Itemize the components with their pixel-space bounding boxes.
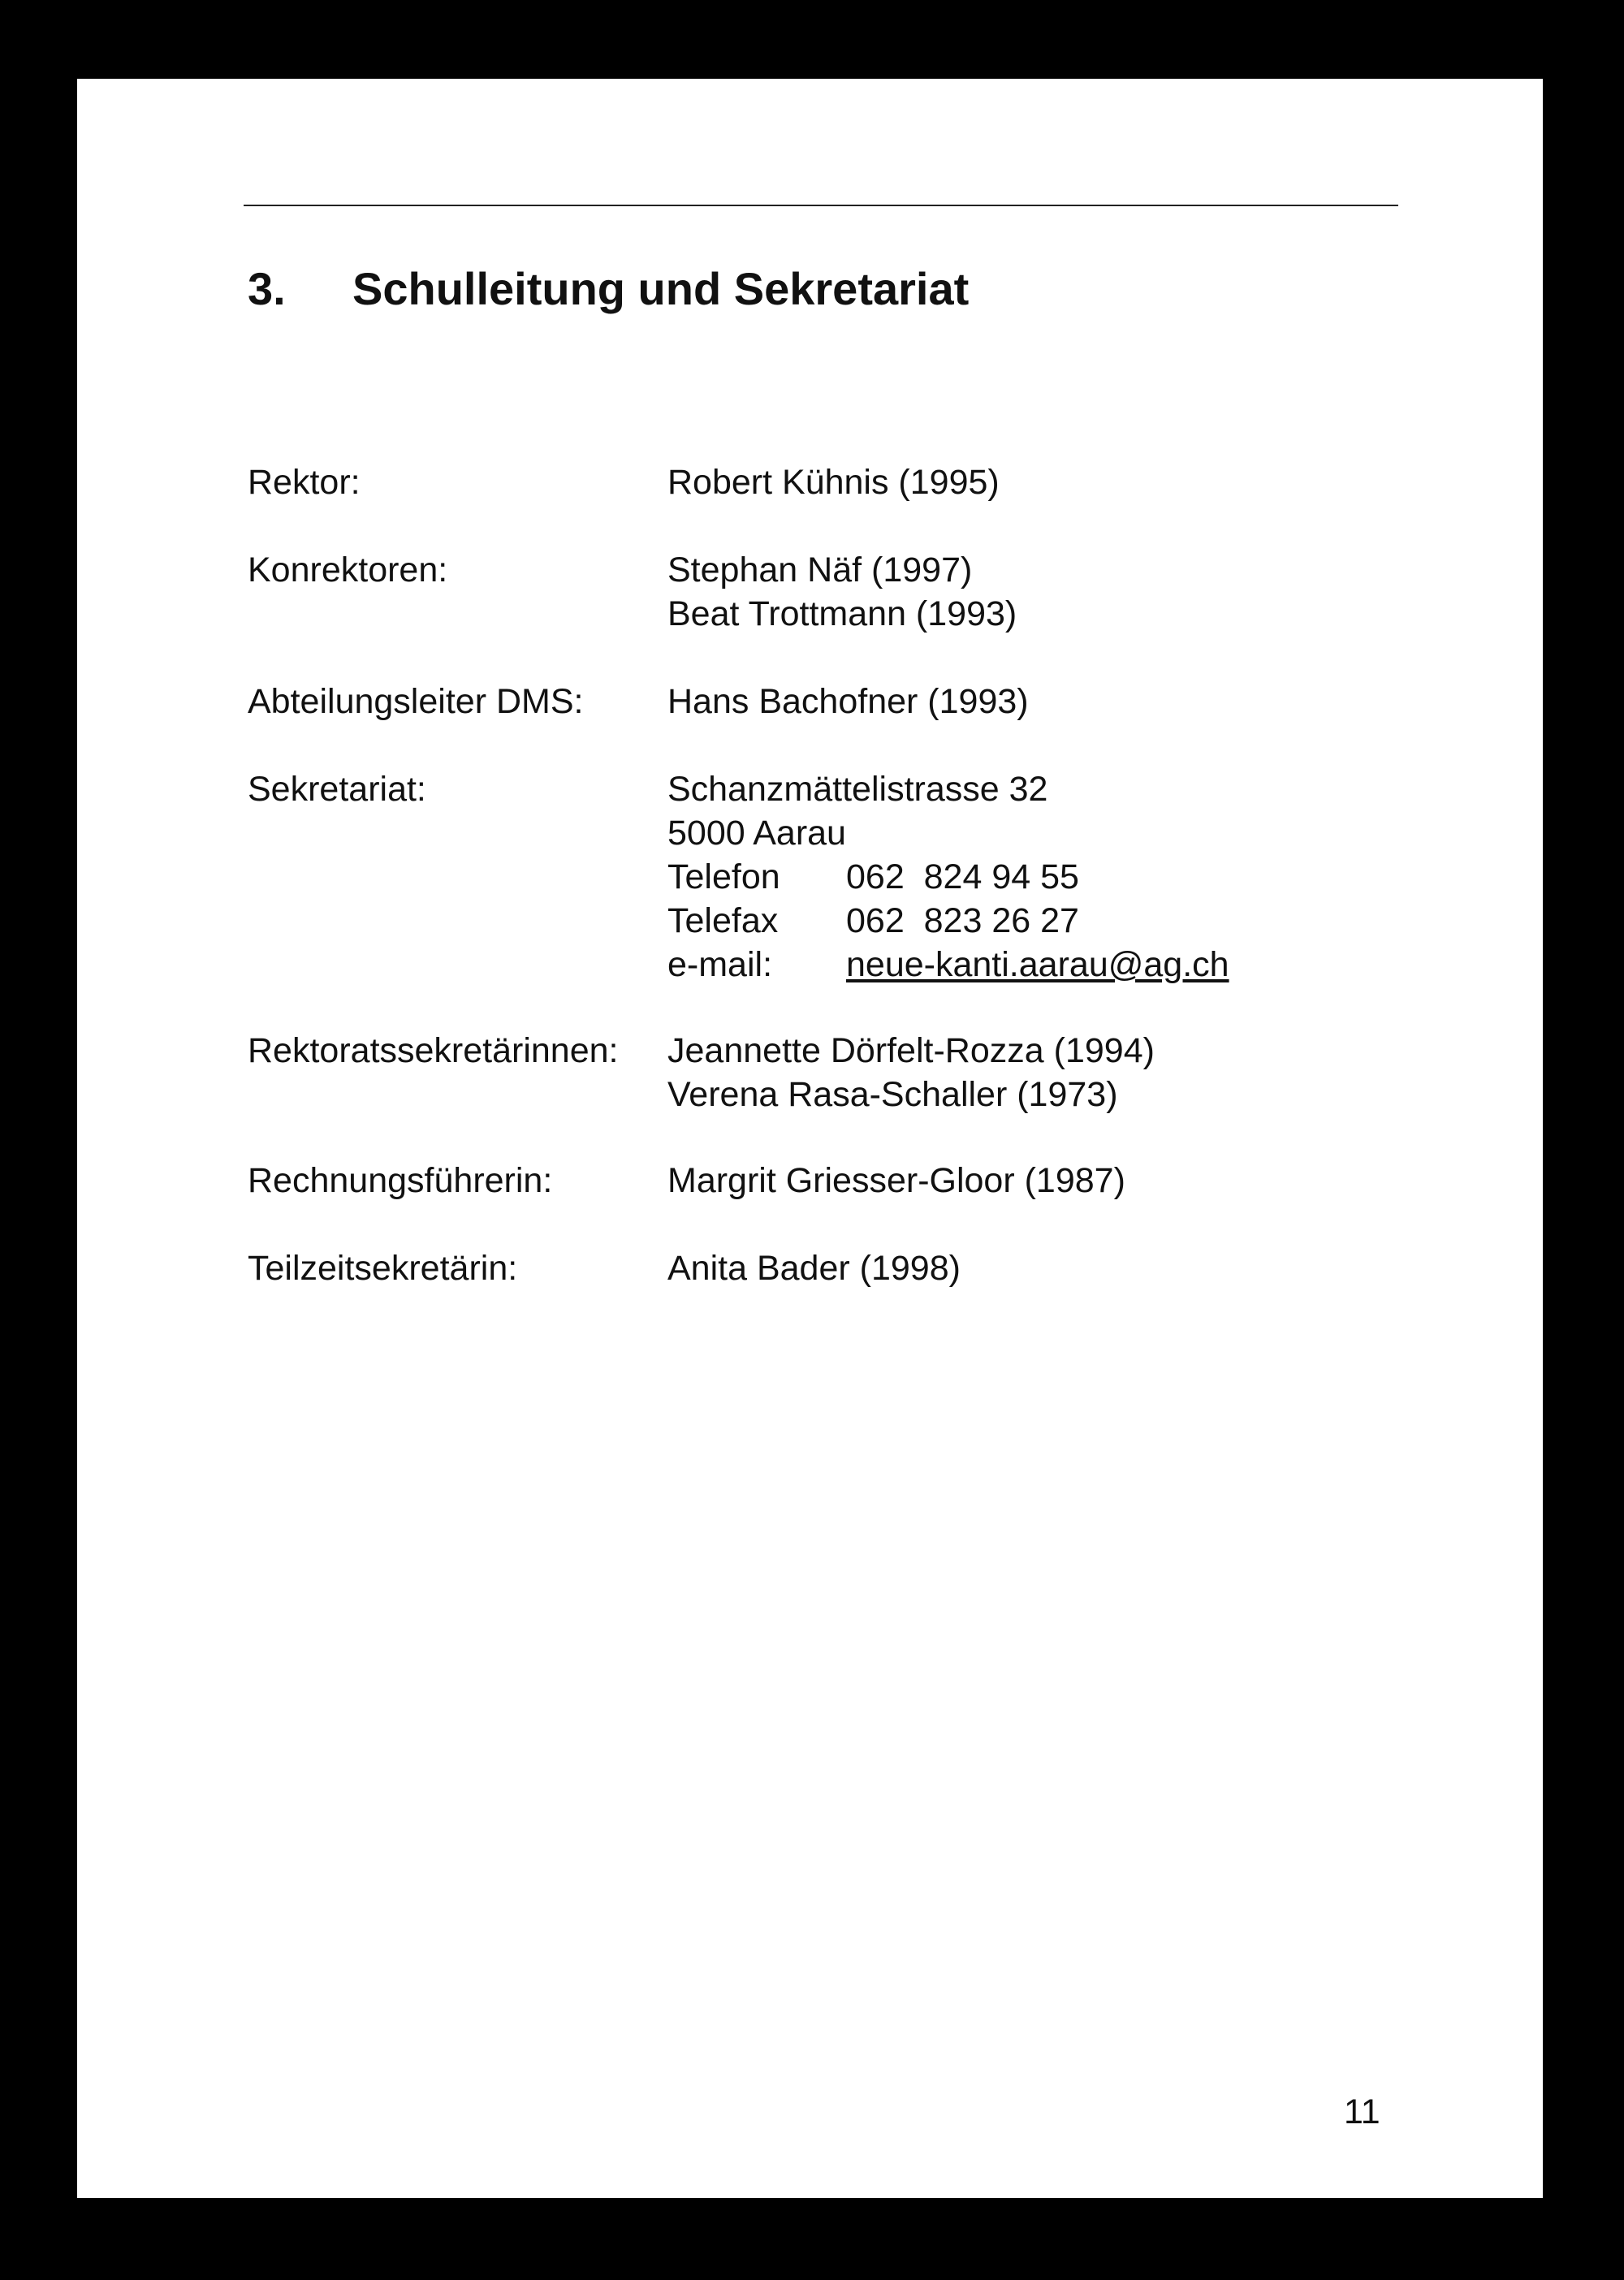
konrektoren-label: Konrektoren: bbox=[248, 551, 448, 589]
email-label: e-mail: bbox=[667, 945, 773, 984]
sekretariat-value bbox=[667, 767, 1229, 987]
telefon-line bbox=[667, 855, 1229, 899]
rechnungsfuehrerin-value: Margrit Griesser-Gloor (1987) bbox=[667, 1161, 1125, 1200]
sekretariat-city: 5000 Aarau bbox=[667, 814, 846, 853]
telefon-label: Telefon bbox=[667, 857, 780, 896]
email-line bbox=[667, 943, 1229, 987]
sekretariat-street: Schanzmättelistrasse 32 bbox=[667, 770, 1048, 809]
rektor-value: Robert Kühnis (1995) bbox=[667, 463, 1000, 502]
document-page bbox=[77, 79, 1543, 2198]
section-heading bbox=[248, 262, 969, 315]
section-number: 3. bbox=[248, 263, 286, 314]
teilzeitsekretaerin-label: Teilzeitsekretärin: bbox=[248, 1249, 518, 1288]
rektoratssekretaerinnen-value bbox=[667, 1029, 1155, 1116]
email-link[interactable]: neue-kanti.aarau@ag.ch bbox=[846, 945, 1229, 984]
rektor-label: Rektor: bbox=[248, 463, 361, 502]
page-number: 11 bbox=[1344, 2092, 1380, 2131]
konrektor-1: Stephan Näf (1997) bbox=[667, 551, 973, 589]
rektoratssekretaerinnen-label: Rektoratssekretärinnen: bbox=[248, 1031, 619, 1070]
telefax-line bbox=[667, 899, 1229, 943]
abteilungsleiter-label: Abteilungsleiter DMS: bbox=[248, 682, 584, 721]
konrektoren-value bbox=[667, 548, 1017, 636]
telefax-label: Telefax bbox=[667, 901, 779, 940]
section-title: Schulleitung und Sekretariat bbox=[352, 263, 970, 314]
rektoratssekretaerin-1: Jeannette Dörfelt-Rozza (1994) bbox=[667, 1031, 1155, 1070]
rechnungsfuehrerin-label: Rechnungsführerin: bbox=[248, 1161, 553, 1200]
konrektor-2: Beat Trottmann (1993) bbox=[667, 594, 1017, 633]
teilzeitsekretaerin-value: Anita Bader (1998) bbox=[667, 1249, 961, 1288]
telefax-number: 062 823 26 27 bbox=[846, 901, 1079, 940]
sekretariat-label: Sekretariat: bbox=[248, 770, 426, 809]
header-rule bbox=[244, 205, 1398, 206]
telefon-number: 062 824 94 55 bbox=[846, 857, 1079, 896]
abteilungsleiter-value: Hans Bachofner (1993) bbox=[667, 682, 1029, 721]
rektoratssekretaerin-2: Verena Rasa-Schaller (1973) bbox=[667, 1075, 1118, 1114]
